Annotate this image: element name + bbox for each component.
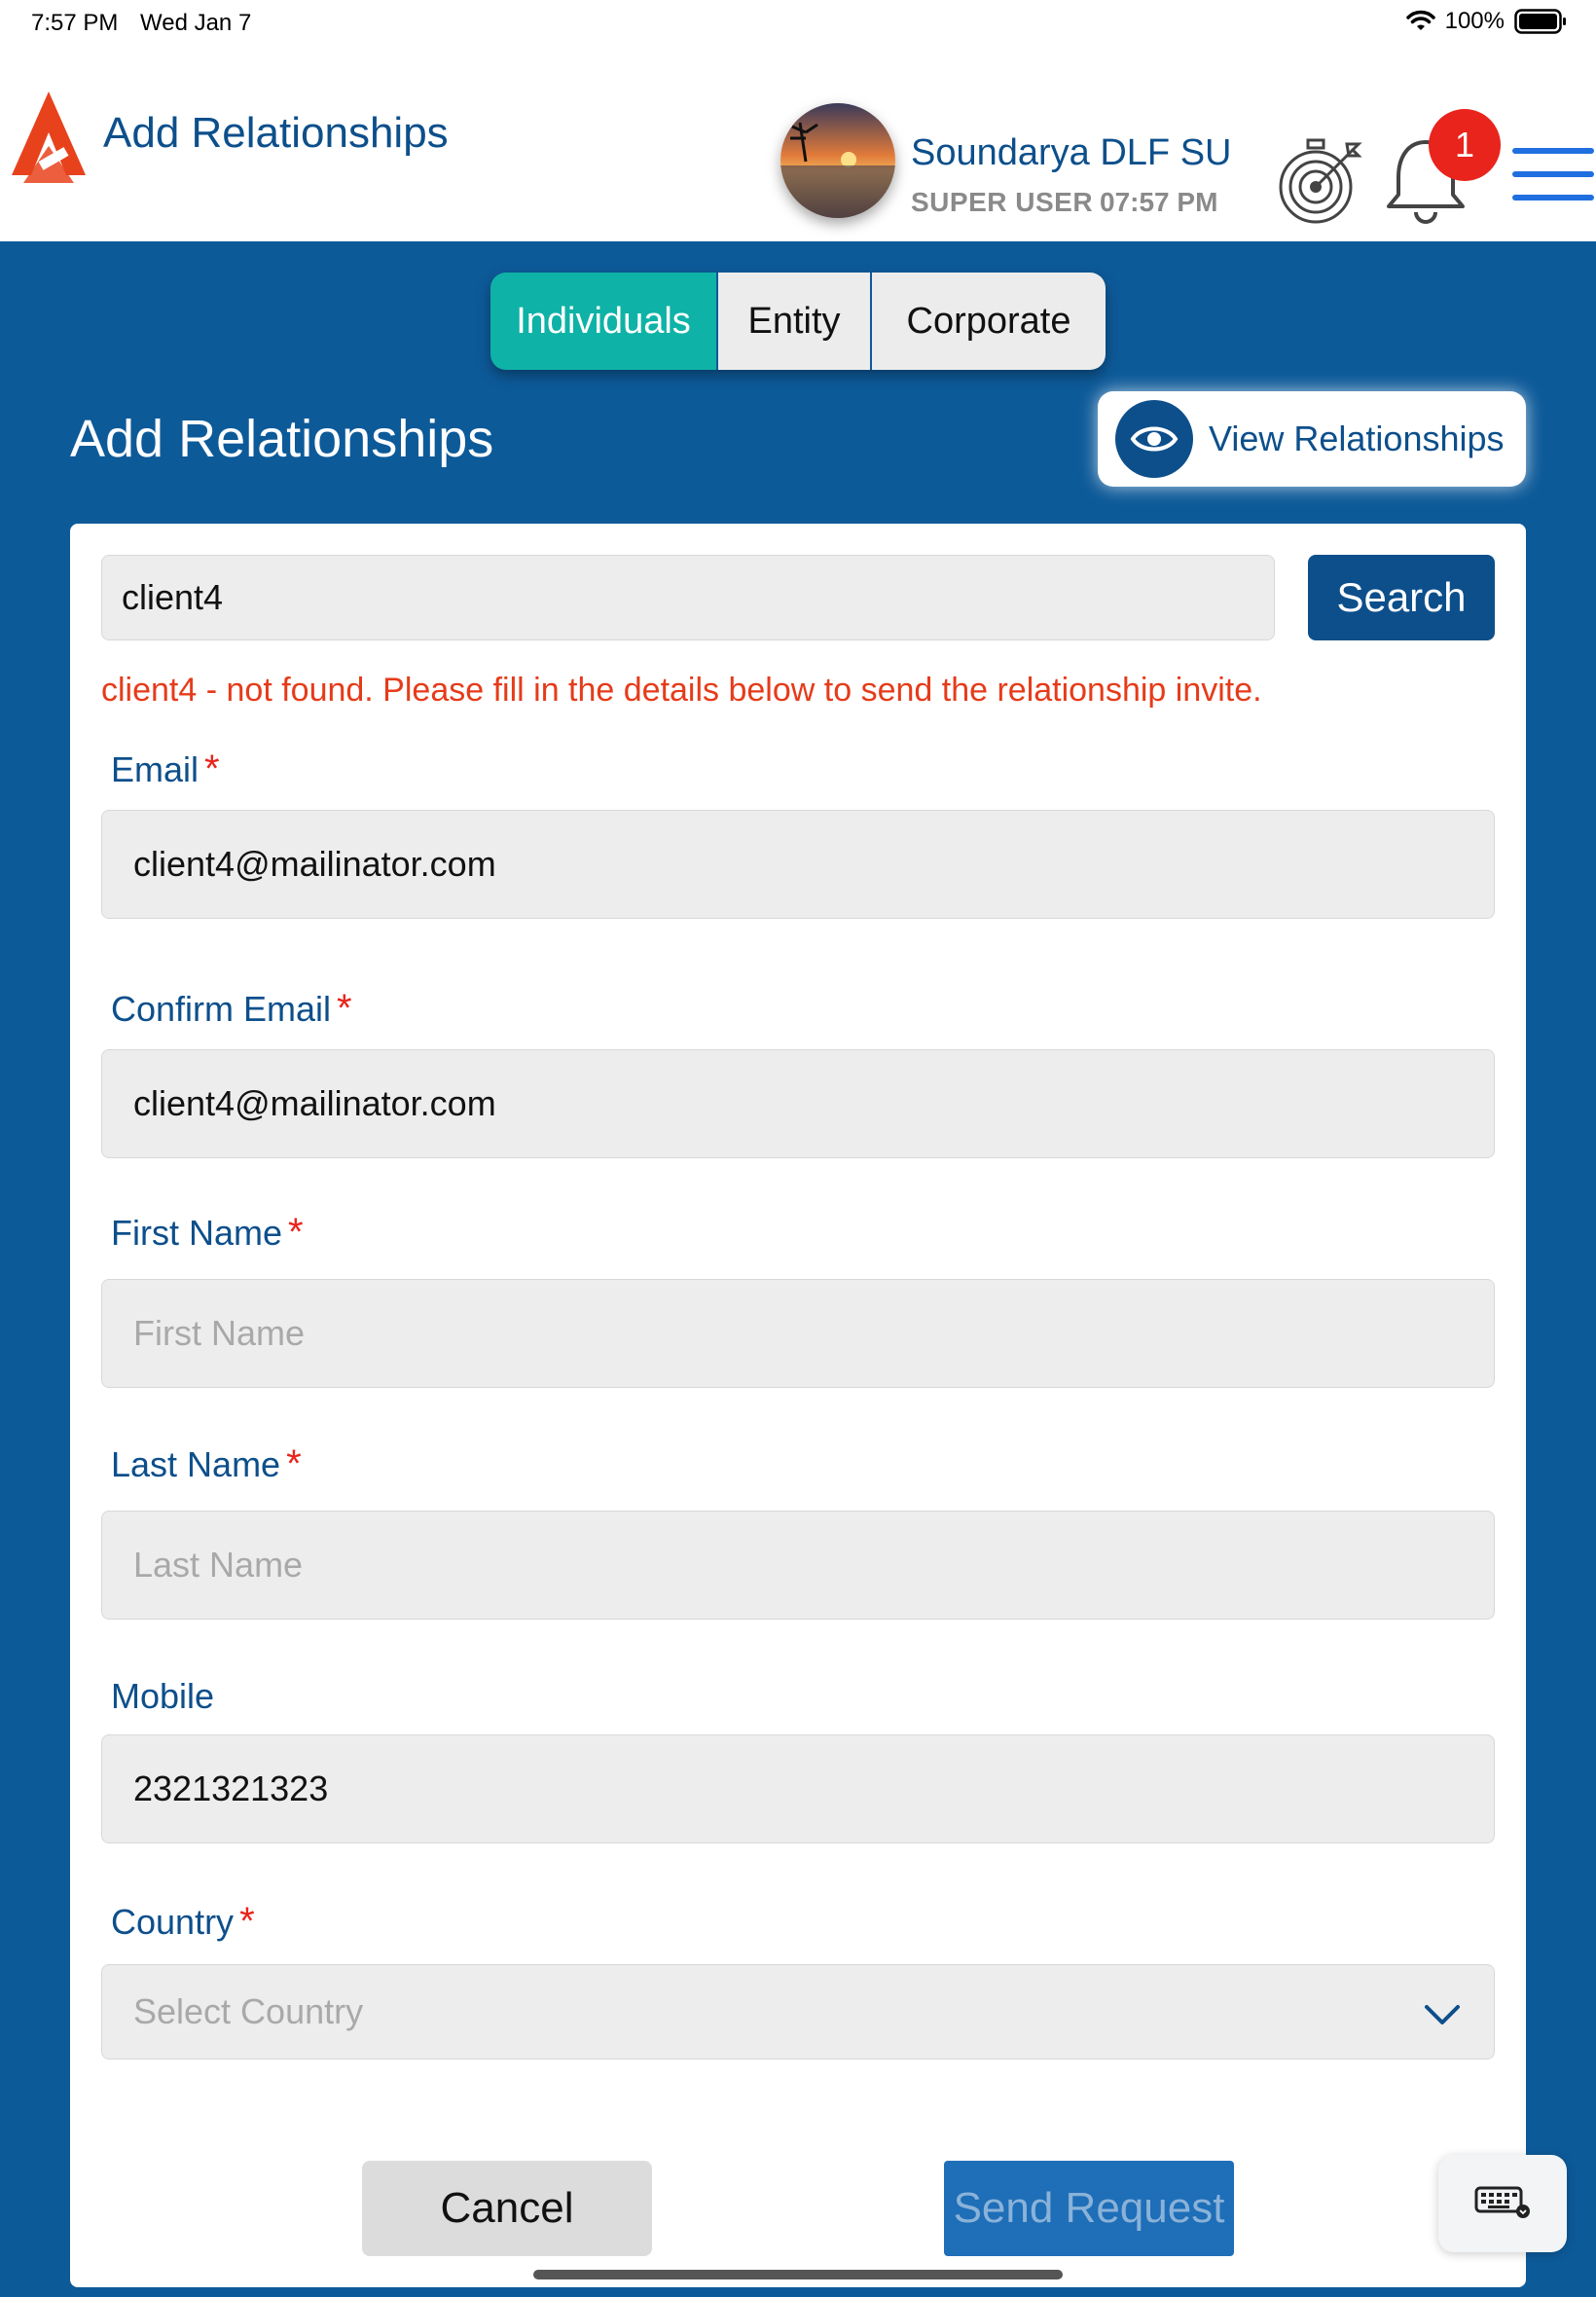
- confirm-email-field[interactable]: client4@mailinator.com: [101, 1049, 1495, 1158]
- first-name-label: First Name *: [111, 1211, 304, 1254]
- required-star: *: [288, 1211, 304, 1254]
- notification-badge[interactable]: 1: [1429, 109, 1501, 181]
- battery-percent: 100%: [1444, 8, 1505, 34]
- section-title: Add Relationships: [70, 410, 494, 468]
- status-time: 7:57 PM: [31, 10, 119, 36]
- target-goals-icon[interactable]: [1277, 136, 1366, 226]
- search-input[interactable]: client4: [101, 555, 1275, 640]
- eye-icon: [1115, 400, 1193, 478]
- country-select[interactable]: [101, 1964, 1495, 2060]
- required-star: *: [286, 1442, 302, 1485]
- tab-entity[interactable]: Entity: [716, 273, 870, 370]
- send-request-button[interactable]: Send Request: [944, 2161, 1234, 2256]
- user-role: SUPER USER: [911, 187, 1094, 217]
- status-date: Wed Jan 7: [140, 10, 252, 36]
- required-star: *: [239, 1900, 255, 1943]
- view-relationships-button[interactable]: [1098, 391, 1526, 487]
- status-bar: [0, 0, 1596, 47]
- last-name-label: Last Name *: [111, 1442, 302, 1485]
- relationship-type-tabs: [490, 273, 1106, 370]
- hamburger-menu-icon[interactable]: [1512, 148, 1594, 222]
- home-indicator[interactable]: [533, 2270, 1063, 2279]
- battery-icon: [1514, 9, 1567, 34]
- status-right: [1406, 8, 1567, 35]
- email-field[interactable]: client4@mailinator.com: [101, 810, 1495, 919]
- required-star: *: [204, 747, 220, 790]
- tab-corporate[interactable]: Corporate: [870, 273, 1106, 370]
- view-relationships-label: View Relationships: [1209, 419, 1505, 458]
- search-button[interactable]: Search: [1308, 555, 1495, 640]
- first-name-field[interactable]: First Name: [101, 1279, 1495, 1388]
- tab-individuals[interactable]: Individuals: [490, 273, 716, 370]
- wifi-icon: [1406, 10, 1435, 33]
- cancel-button[interactable]: Cancel: [362, 2161, 652, 2256]
- app-logo-icon: [10, 86, 88, 187]
- chevron-down-icon: [1424, 1994, 1461, 2035]
- page-title: Add Relationships: [103, 109, 449, 157]
- last-name-field[interactable]: Last Name: [101, 1511, 1495, 1620]
- country-select-value: Select Country: [133, 1991, 364, 2031]
- user-name: Soundarya DLF SU: [911, 132, 1232, 173]
- not-found-error-message: client4 - not found. Please fill in the details below to send the relationship invite.: [101, 672, 1262, 709]
- confirm-email-label: Confirm Email *: [111, 987, 352, 1030]
- country-label: Country *: [111, 1900, 255, 1943]
- email-label: Email *: [111, 747, 220, 790]
- user-time: 07:57 PM: [1100, 187, 1218, 217]
- keyboard-toggle-button[interactable]: [1438, 2155, 1567, 2252]
- mobile-field[interactable]: 2321321323: [101, 1734, 1495, 1843]
- keyboard-icon: [1474, 2184, 1531, 2224]
- avatar[interactable]: [780, 103, 895, 218]
- mobile-label: Mobile: [111, 1676, 215, 1716]
- required-star: *: [337, 987, 352, 1030]
